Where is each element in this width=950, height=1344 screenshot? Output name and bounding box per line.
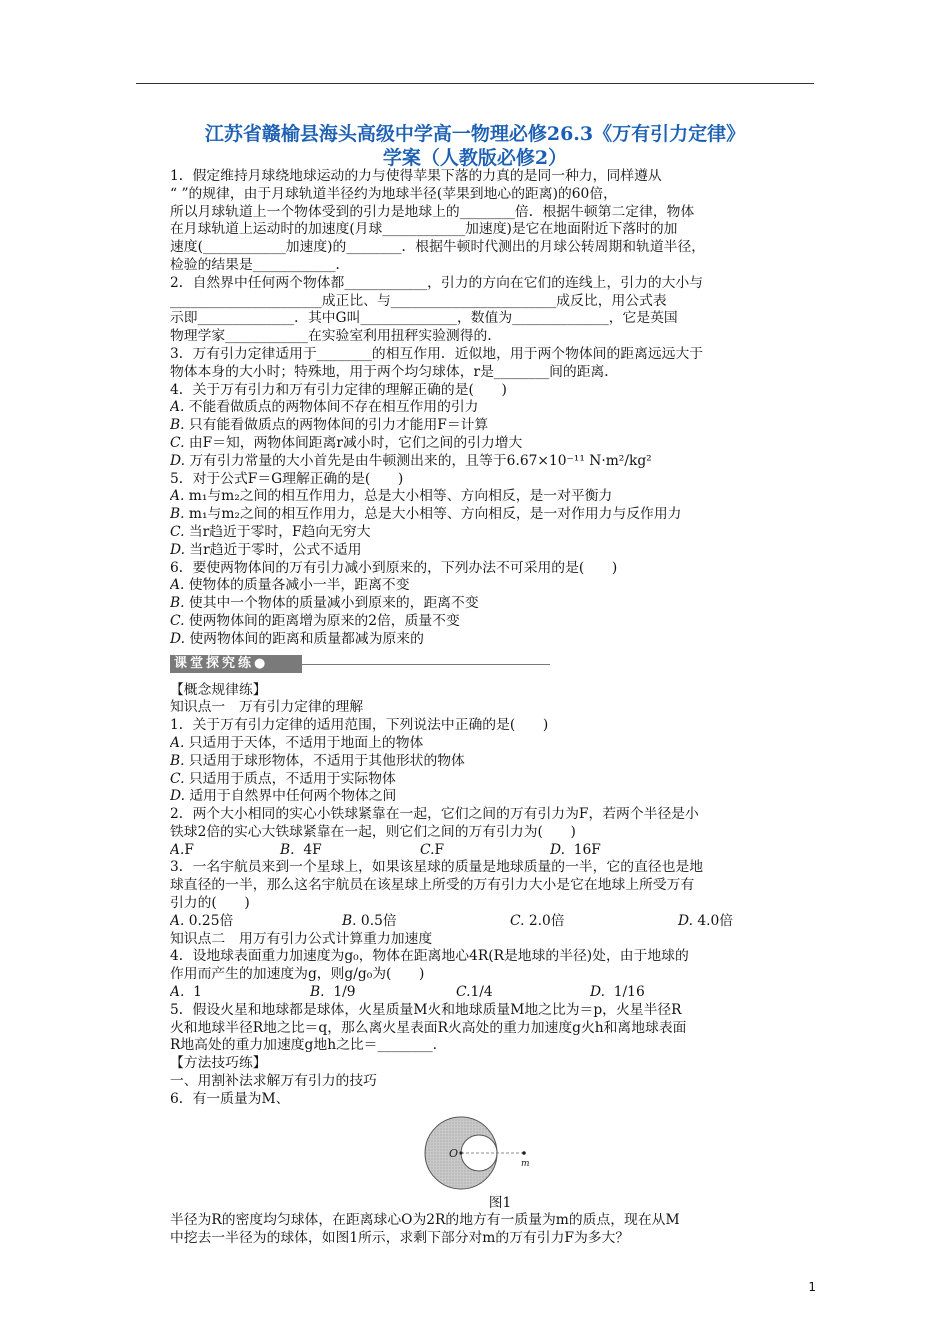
banner-label: 课堂探究练● <box>170 655 302 673</box>
title-line-2: 学案（人教版必修2） <box>382 147 568 169</box>
preview-line: 3．万有引力定律适用于________的相互作用．近似地，用于两个物体间的距离远远大于 <box>170 345 704 362</box>
header-rule <box>136 83 814 84</box>
option: A. 不能看做质点的两物体间不存在相互作用的引力 <box>170 399 479 416</box>
practice-question: 铁球2倍的实心大铁球紧靠在一起，则它们之间的万有引力为( ) <box>170 823 576 840</box>
option: D. 万有引力常量的大小首先是由牛顿测出来的，且等于6.67×10⁻¹¹ N·m²/kg² <box>170 452 652 469</box>
option: C. 使两物体间的距离增为原来的2倍，质量不变 <box>170 612 460 629</box>
practice-question: 2．两个大小相同的实心小铁球紧靠在一起，它们之间的万有引力为F，若两个半径是小 <box>170 806 699 823</box>
practice-question: 1．关于万有引力定律的适用范围，下列说法中正确的是( ) <box>170 717 549 734</box>
practice-question: R地高处的重力加速度g地h之比＝________. <box>170 1037 438 1054</box>
option: D. 当r趋近于零时，公式不适用 <box>170 541 362 558</box>
preview-line: 在月球轨道上运动时的加速度(月球____________加速度)是它在地面附近下落时的加 <box>170 221 678 238</box>
practice-question: 4．设地球表面重力加速度为g₀，物体在距离地心4R(R是地球的半径)处，由于地球的 <box>170 948 689 965</box>
figure-caption: 图1 <box>488 1194 512 1211</box>
practice-question: 3．一名宇航员来到一个星球上，如果该星球的质量是地球质量的一半，它的直径也是地 <box>170 859 704 876</box>
preview-line: 4．关于万有引力和万有引力定律的理解正确的是( ) <box>170 381 507 398</box>
option: B. 只适用于球形物体，不适用于其他形状的物体 <box>170 752 465 769</box>
mass-point <box>522 1151 526 1155</box>
option: B. 使其中一个物体的质量减小到原来的，距离不变 <box>170 595 479 612</box>
option: B. m₁与m₂之间的相互作用力，总是大小相等、方向相反，是一对作用力与反作用力 <box>170 506 682 523</box>
preview-line: 检验的结果是____________． <box>170 256 350 273</box>
option: A. 只适用于天体，不适用于地面上的物体 <box>170 734 424 751</box>
label-o: O <box>449 1146 459 1160</box>
preview-line: 物理学家____________在实验室利用扭秤实验测得的． <box>170 328 502 345</box>
center-point <box>459 1151 462 1154</box>
option: A. m₁与m₂之间的相互作用力，总是大小相等、方向相反，是一对平衡力 <box>170 488 613 505</box>
knowledge-point: 知识点二 用万有引力公式计算重力加速度 <box>170 930 433 947</box>
section-banner <box>170 654 810 674</box>
practice-question: 火和地球半径R地之比＝q，那么离火星表面R火高处的重力加速度g火h和离地球表面 <box>170 1019 687 1036</box>
option: D. 适用于自然界中任何两个物体之间 <box>170 788 397 805</box>
preview-line: 1．假定维持月球绕地球运动的力与使得苹果下落的力真的是同一种力，同样遵从 <box>170 168 662 184</box>
practice-question: 中挖去一半径为的球体，如图1所示，求剩下部分对m的万有引力F为多大？ <box>170 1230 630 1247</box>
banner-line <box>302 664 550 665</box>
title-line-1: 江苏省赣榆县海头高级中学高一物理必修26.3《万有引力定律》 <box>204 123 746 145</box>
option: B. 只有能看做质点的两物体间的引力才能用F＝计算 <box>170 417 489 434</box>
figure-1 <box>170 1113 810 1195</box>
option: C. 只适用于质点，不适用于实际物体 <box>170 770 396 787</box>
practice-question: 半径为R的密度均匀球体，在距离球心O为2R的地方有一质量为m的质点，现在从M <box>170 1212 680 1229</box>
page-number: 1 <box>808 1280 816 1294</box>
section-heading: 【概念规律练】 <box>170 681 267 698</box>
document-title <box>140 122 810 170</box>
option: C. 由F＝知，两物体间距离r减小时，它们之间的引力增大 <box>170 434 523 451</box>
option: C. 当r趋近于零时，F趋向无穷大 <box>170 523 371 540</box>
option: D. 使两物体间的距离和质量都减为原来的 <box>170 630 424 647</box>
label-m: m <box>521 1158 530 1169</box>
option-row: A. 0.25倍 B. 0.5倍 C. 2.0倍 D. 4.0倍 <box>170 912 734 929</box>
knowledge-point: 知识点一 万有引力定律的理解 <box>170 699 364 716</box>
preview-line: ______________________成正比、与________________________成反比，用公式表 <box>170 292 667 309</box>
preview-line: 物体本身的大小时；特殊地，用于两个均匀球体，r是________间的距离． <box>170 363 619 380</box>
practice-question: 作用而产生的加速度为g，则g/g₀为( ) <box>170 966 425 983</box>
preview-line: 速度(____________加速度)的________．根据牛顿时代测出的月球公转周期和轨道半径， <box>170 239 706 256</box>
question-6: 6．要使两物体间的万有引力减小到原来的，下列办法不可采用的是( ) <box>170 559 618 576</box>
practice-question: 6．有一质量为M、 <box>170 1090 290 1107</box>
preview-line: “ ”的规律，由于月球轨道半径约为地球半径(苹果到地心的距离)的60倍， <box>170 185 617 202</box>
practice-question: 5．假设火星和地球都是球体，火星质量M火和地球质量M地之比为＝p，火星半径R <box>170 1001 682 1018</box>
preview-line: 示即______________．其中G叫______________，数值为______________，它是英国 <box>170 310 678 327</box>
option-row: A. 1 B. 1/9 C.1/4 D. 1/16 <box>170 984 645 1001</box>
practice-question: 球直径的一半，那么这名宇航员在该星球上所受的万有引力大小是它在地球上所受万有 <box>170 877 695 894</box>
question-5: 5．对于公式F＝G理解正确的是( ) <box>170 470 404 487</box>
preview-line: 2．自然界中任何两个物体都____________，引力的方向在它们的连线上，引力的大小与 <box>170 274 704 291</box>
document-body <box>170 168 810 1248</box>
option: A. 使物体的质量各减小一半，距离不变 <box>170 577 410 594</box>
practice-question: 引力的( ) <box>170 895 250 912</box>
option-row: A.F B. 4F C.F D. 16F <box>170 841 601 858</box>
preview-line: 所以月球轨道上一个物体受到的引力是地球上的________倍．根据牛顿第二定律，物体 <box>170 203 695 220</box>
section-heading: 【方法技巧练】 <box>170 1055 267 1072</box>
sphere-diagram <box>170 1113 810 1195</box>
method-heading: 一、用割补法求解万有引力的技巧 <box>170 1073 377 1090</box>
